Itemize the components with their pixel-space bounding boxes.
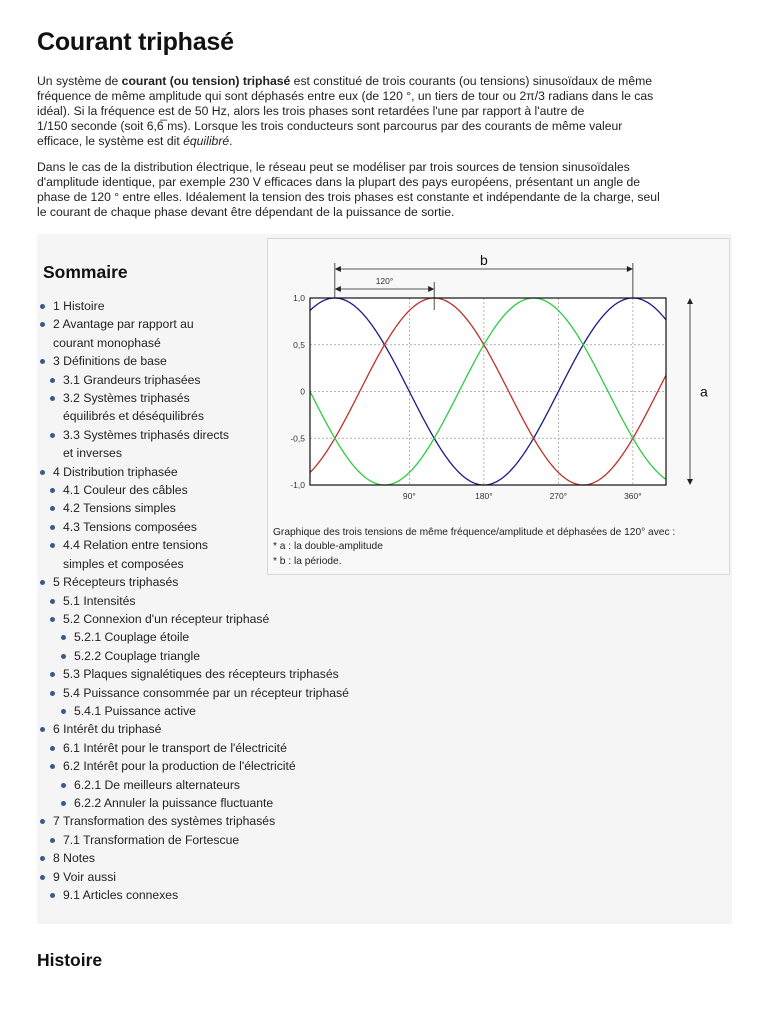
intro-paragraph-2 [37, 160, 737, 220]
text-line [37, 175, 737, 190]
text-line [37, 74, 737, 89]
toc-item[interactable] [40, 610, 400, 628]
toc-item-label: 4.4 Relation entre tensions simples et composées [63, 538, 208, 571]
toc-item[interactable] [40, 831, 400, 849]
bullet-icon [40, 819, 45, 824]
toc-item-label: 9.1 Articles connexes [63, 888, 179, 902]
caption-line: * b : la période. [273, 555, 342, 567]
period-arrow-head-right [627, 266, 633, 272]
toc-item[interactable] [40, 776, 400, 794]
toc-item-label: 5.2 Connexion d'un récepteur triphasé [63, 611, 270, 626]
phase-arrow-head-right [428, 286, 434, 292]
y-tick-label: -0,5 [290, 433, 305, 444]
toc-item[interactable] [40, 573, 400, 591]
bullet-icon [50, 488, 55, 493]
toc-item[interactable] [40, 647, 400, 665]
y-tick-label: -1,0 [290, 480, 305, 490]
caption-line: Graphique des trois tensions de même fréquence/amplitude et déphasées de 120° avec : [273, 527, 676, 538]
bullet-icon [50, 672, 55, 677]
toc-item-label: 2 Avantage par rapport au courant monophasé [53, 317, 194, 350]
figure-caption [273, 526, 725, 569]
toc-item-label: 3.2 Systèmes triphasés équilibrés et déséquilibrés [63, 391, 204, 424]
text-run: phase de 120 ° entre elles. Idéalement la tension des trois phases est constante et indépendante de la charge, seul [37, 190, 660, 204]
text-run: fréquence de même amplitude qui sont déphasés entre eux (de 120 °, un tiers de tour ou 2π/3 radians dans le cas [37, 89, 654, 103]
page-title: Courant triphasé [37, 28, 234, 56]
bullet-icon [40, 875, 45, 880]
toc-item-label: 5.4 Puissance consommée par un récepteur triphasé [63, 685, 349, 700]
toc-item-label: 7.1 Transformation de Fortescue [63, 832, 240, 847]
bullet-icon [50, 599, 55, 604]
bullet-icon [61, 801, 66, 806]
text-line [37, 205, 737, 220]
period-arrow-head-left [335, 266, 341, 272]
text-run: 1/150 seconde (soit 6,6̅ ms). Lorsque les trois conducteurs sont parcourus par des courants de même valeur [37, 119, 623, 133]
bullet-icon [50, 543, 55, 548]
toc-item-label: 9 Voir aussi [53, 869, 117, 884]
intro-paragraph-1 [37, 74, 737, 149]
text-run: le courant de chaque phase devant être dépendant de la puissance de sortie. [37, 205, 455, 219]
toc-item-label: 4.3 Tensions composées [63, 519, 197, 534]
text-run: d'amplitude identique, par exemple 230 V efficaces dans la plupart des pays européens, présentant un angle de [37, 175, 641, 189]
text-run: idéal). Si la fréquence est de 50 Hz, alors les trois phases sont retardées l'une par rapport à l'autre de [37, 104, 585, 118]
toc-item-label: 5.3 Plaques signalétiques des récepteurs triphasés [63, 667, 339, 682]
toc-title: Sommaire [43, 262, 128, 282]
bullet-icon [40, 727, 45, 732]
toc-item[interactable] [40, 389, 235, 426]
y-tick-label: 1,0 [293, 293, 305, 303]
bullet-icon [50, 691, 55, 696]
text-run: est constitué de trois courants (ou tensions) sinusoïdaux de même [290, 74, 653, 88]
y-tick-label: 0 [300, 386, 305, 397]
toc-item[interactable] [40, 592, 400, 610]
toc-item-label: 5.4.1 Puissance active [74, 703, 196, 718]
toc-item-label: 3.1 Grandeurs triphasées [63, 372, 201, 387]
bullet-icon [40, 470, 45, 475]
three-phase-chart [268, 239, 729, 524]
bullet-icon [50, 893, 55, 898]
toc-item-label: 6.2.1 De meilleurs alternateurs [74, 777, 240, 792]
toc-item-label: 7 Transformation des systèmes triphasés [53, 814, 276, 829]
bullet-icon [40, 322, 45, 327]
toc-item[interactable] [40, 812, 400, 830]
toc-item[interactable] [40, 536, 235, 573]
bullet-icon [40, 304, 45, 309]
text-run: Un système de [37, 74, 122, 88]
toc-item-label: 5.1 Intensités [63, 593, 136, 608]
bullet-icon [50, 433, 55, 438]
text-line [37, 160, 737, 175]
toc-item[interactable] [40, 886, 400, 904]
period-label: b [479, 252, 488, 268]
x-tick-label: 90° [402, 491, 416, 501]
text-run: . [229, 134, 233, 148]
toc-item[interactable] [40, 426, 235, 463]
amplitude-arrow-head-bottom [687, 479, 693, 485]
toc-item[interactable] [40, 684, 400, 702]
text-line [37, 119, 737, 134]
phase-arrow-head-left [335, 286, 341, 292]
bullet-icon [61, 709, 66, 714]
toc-item-label: 5 Récepteurs triphasés [53, 575, 179, 590]
toc-item-label: 6.2.2 Annuler la puissance fluctuante [74, 795, 274, 810]
toc-item-label: 4.1 Couleur des câbles [63, 483, 188, 498]
section-title-histoire: Histoire [37, 950, 103, 970]
toc-item-label: 1 Histoire [53, 299, 105, 313]
toc-item[interactable] [40, 665, 400, 683]
toc-item[interactable] [40, 794, 400, 812]
text-line [37, 134, 737, 149]
phase-label: 120° [375, 276, 394, 286]
y-tick-label: 0,5 [293, 339, 305, 350]
toc-item-label: 3 Définitions de base [53, 354, 167, 369]
toc-item[interactable] [40, 757, 400, 775]
toc-item-label: 6.2 Intérêt pour la production de l'électricité [63, 759, 296, 774]
bullet-icon [61, 783, 66, 788]
toc-item[interactable] [40, 720, 400, 738]
toc-item-label: 3.3 Systèmes triphasés directs et inverses [63, 427, 229, 461]
toc-item-label: 6 Intérêt du triphasé [53, 722, 162, 737]
bullet-icon [50, 617, 55, 622]
text-run: efficace, le système est dit [37, 134, 184, 148]
toc-item[interactable] [40, 702, 400, 720]
bullet-icon [50, 378, 55, 383]
toc-item-label: 6.1 Intérêt pour le transport de l'électricité [63, 740, 287, 755]
toc-item-label: 5.2.1 Couplage étoile [74, 630, 190, 645]
caption-line: * a : la double-amplitude [273, 541, 383, 553]
toc-item-label: 5.2.2 Couplage triangle [74, 648, 201, 663]
bullet-icon [50, 506, 55, 511]
amplitude-label: a [700, 383, 708, 400]
bullet-icon [40, 359, 45, 364]
amplitude-arrow-head-top [687, 298, 693, 304]
toc-item[interactable] [40, 628, 400, 646]
bullet-icon [50, 838, 55, 843]
toc-item-label: 4.2 Tensions simples [63, 501, 176, 516]
bullet-icon [50, 746, 55, 751]
text-line [37, 104, 737, 119]
x-tick-label: 180° [475, 491, 493, 501]
toc-item[interactable] [40, 739, 400, 757]
text-run: Dans le cas de la distribution électrique, le réseau peut se modéliser par trois sources de tension sinusoïdales [37, 160, 630, 174]
bold-term: courant (ou tension) triphasé [121, 74, 291, 88]
x-tick-label: 270° [549, 491, 568, 501]
toc-item-label: 8 Notes [53, 851, 96, 866]
x-tick-label: 360° [624, 491, 642, 501]
bullet-icon [50, 764, 55, 769]
toc-item-label: 4 Distribution triphasée [53, 464, 178, 479]
bullet-icon [50, 396, 55, 401]
bullet-icon [61, 635, 66, 640]
bullet-icon [50, 525, 55, 530]
toc-item[interactable] [40, 315, 218, 352]
bullet-icon [61, 654, 66, 659]
toc-item[interactable] [40, 868, 400, 886]
bullet-icon [40, 580, 45, 585]
toc-item[interactable] [40, 849, 400, 867]
bullet-icon [40, 856, 45, 861]
text-line [37, 89, 737, 104]
italic-term: équilibré [183, 134, 230, 148]
text-line [37, 190, 737, 205]
